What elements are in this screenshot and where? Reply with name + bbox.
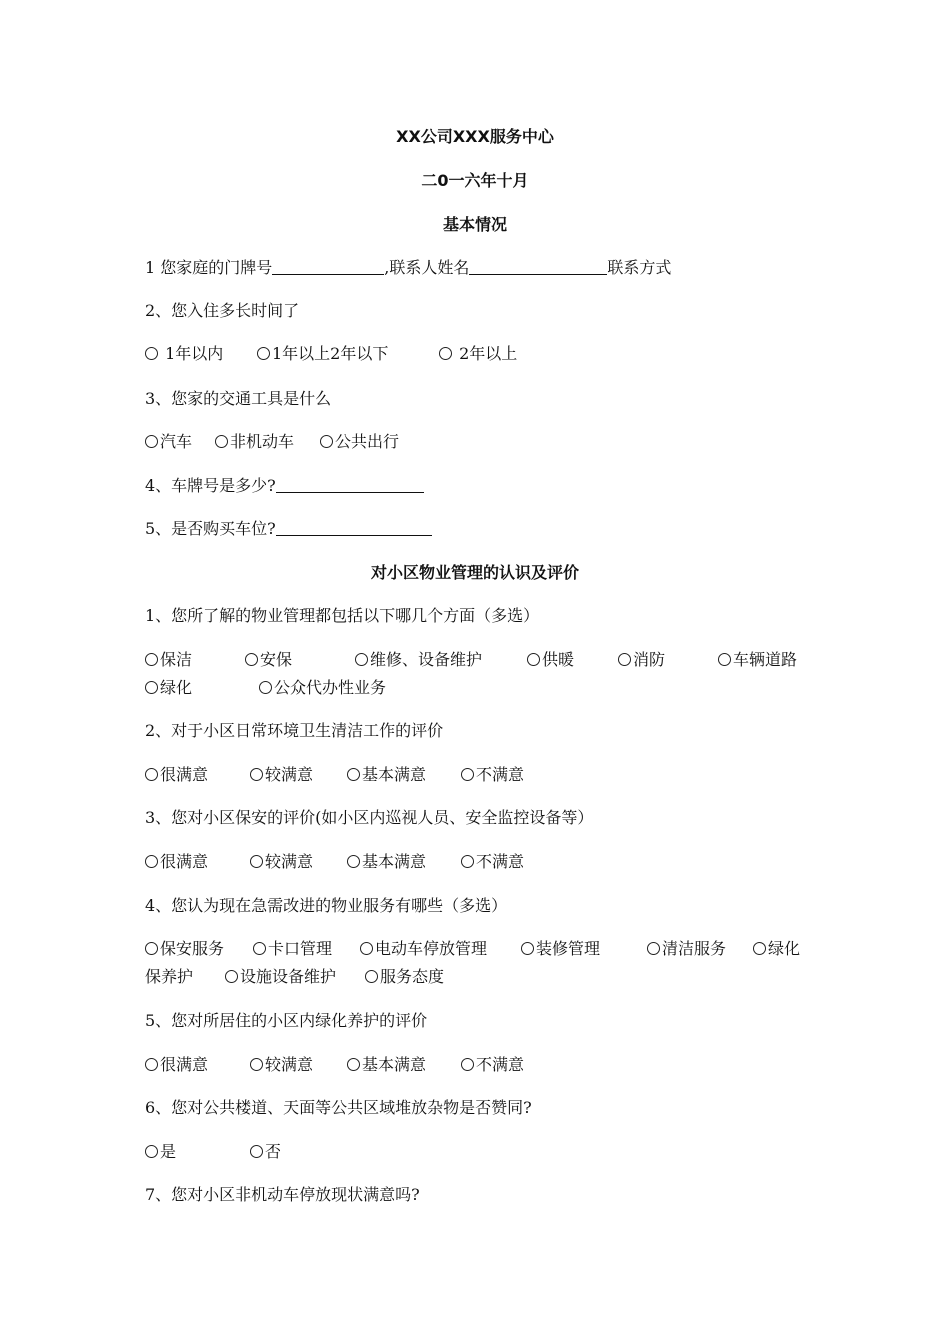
radio-circle-icon <box>215 435 228 448</box>
radio-circle-icon <box>618 653 631 666</box>
question-management-scope: 1、您所了解的物业管理都包括以下哪几个方面（多选） <box>145 606 540 625</box>
checkbox-option[interactable]: 绿化 <box>753 938 800 960</box>
radio-circle-icon <box>245 653 258 666</box>
options-public-clutter <box>145 1141 835 1163</box>
radio-circle-icon <box>718 653 731 666</box>
checkbox-option[interactable]: 卡口管理 <box>253 938 332 960</box>
section-title-evaluation: 对小区物业管理的认识及评价 <box>370 563 579 582</box>
options-cleaning <box>145 764 835 786</box>
radio-option[interactable]: 1年以内 <box>145 343 223 365</box>
checkbox-option[interactable]: 清洁服务 <box>647 938 726 960</box>
radio-option[interactable]: 基本满意 <box>347 764 426 786</box>
radio-option[interactable]: 较满意 <box>250 1054 313 1076</box>
radio-circle-icon <box>225 970 238 983</box>
radio-circle-icon <box>250 855 263 868</box>
options-security <box>145 851 835 873</box>
options-greening <box>145 1054 835 1076</box>
radio-circle-icon <box>145 1058 158 1071</box>
radio-circle-icon <box>347 855 360 868</box>
question-transport: 3、您家的交通工具是什么 <box>145 389 332 408</box>
radio-option[interactable]: 不满意 <box>461 764 524 786</box>
radio-option[interactable]: 很满意 <box>145 764 208 786</box>
radio-option[interactable]: 基本满意 <box>347 851 426 873</box>
radio-circle-icon <box>461 855 474 868</box>
radio-option[interactable]: 1年以上2年以下 <box>257 343 388 365</box>
radio-circle-icon <box>521 942 534 955</box>
date-title: 二0一六年十月 <box>421 171 529 190</box>
checkbox-option[interactable]: 电动车停放管理 <box>360 938 487 960</box>
radio-option[interactable]: 基本满意 <box>347 1054 426 1076</box>
door-number-field[interactable] <box>272 258 384 275</box>
radio-circle-icon <box>360 942 373 955</box>
radio-circle-icon <box>439 347 452 360</box>
radio-circle-icon <box>753 942 766 955</box>
question-residence-duration: 2、您入住多长时间了 <box>145 301 300 320</box>
radio-circle-icon <box>145 855 158 868</box>
checkbox-option[interactable]: 公众代办性业务 <box>259 677 386 699</box>
radio-circle-icon <box>145 347 158 360</box>
radio-option[interactable]: 很满意 <box>145 1054 208 1076</box>
radio-circle-icon <box>145 653 158 666</box>
radio-circle-icon <box>145 768 158 781</box>
radio-circle-icon <box>250 1145 263 1158</box>
checkbox-option[interactable]: 设施设备维护 <box>225 966 336 988</box>
options-management-scope-cont <box>145 677 835 699</box>
question-improvements: 4、您认为现在急需改进的物业服务有哪些（多选） <box>145 896 508 915</box>
checkbox-option[interactable]: 服务态度 <box>365 966 444 988</box>
question-cleaning: 2、对于小区日常环境卫生清洁工作的评价 <box>145 721 444 740</box>
question-household-mid: ,联系人姓名 <box>384 258 470 277</box>
company-title: XX公司XXX服务中心 <box>396 127 554 146</box>
radio-option[interactable]: 不满意 <box>461 1054 524 1076</box>
radio-option[interactable]: 较满意 <box>250 851 313 873</box>
radio-circle-icon <box>250 768 263 781</box>
question-parking-space: 5、是否购买车位? <box>145 518 830 540</box>
checkbox-option[interactable]: 供暖 <box>527 649 574 671</box>
radio-option[interactable]: 很满意 <box>145 851 208 873</box>
checkbox-option[interactable]: 保洁 <box>145 649 192 671</box>
radio-circle-icon <box>257 347 270 360</box>
question-greening: 5、您对所居住的小区内绿化养护的评价 <box>145 1011 428 1030</box>
checkbox-option[interactable]: 保安服务 <box>145 938 224 960</box>
radio-option[interactable]: 公共出行 <box>320 431 399 453</box>
radio-circle-icon <box>320 435 333 448</box>
question-household-prefix: 1 您家庭的门牌号 <box>145 258 273 277</box>
radio-option[interactable]: 汽车 <box>145 431 192 453</box>
options-improvements-cont <box>145 966 835 988</box>
options-improvements <box>145 938 835 960</box>
checkbox-option[interactable]: 装修管理 <box>521 938 600 960</box>
radio-circle-icon <box>259 681 272 694</box>
radio-option[interactable]: 非机动车 <box>215 431 294 453</box>
radio-circle-icon <box>347 1058 360 1071</box>
radio-circle-icon <box>347 768 360 781</box>
question-household <box>145 257 830 279</box>
radio-circle-icon <box>250 1058 263 1071</box>
radio-circle-icon <box>145 1145 158 1158</box>
radio-option[interactable]: 是 <box>145 1141 176 1163</box>
plate-number-field[interactable] <box>276 476 424 493</box>
radio-circle-icon <box>527 653 540 666</box>
checkbox-option[interactable]: 消防 <box>618 649 665 671</box>
radio-circle-icon <box>145 942 158 955</box>
contact-name-field[interactable] <box>469 258 607 275</box>
radio-option[interactable]: 2年以上 <box>439 343 517 365</box>
checkbox-option[interactable]: 车辆道路 <box>718 649 797 671</box>
question-public-clutter: 6、您对公共楼道、天面等公共区域堆放杂物是否赞同? <box>145 1098 532 1117</box>
checkbox-option[interactable]: 安保 <box>245 649 292 671</box>
radio-circle-icon <box>253 942 266 955</box>
radio-circle-icon <box>365 970 378 983</box>
radio-option[interactable]: 较满意 <box>250 764 313 786</box>
radio-circle-icon <box>647 942 660 955</box>
radio-circle-icon <box>145 435 158 448</box>
radio-circle-icon <box>461 768 474 781</box>
options-transport <box>145 431 835 453</box>
options-residence-duration <box>145 343 835 365</box>
question-household-suffix: 联系方式 <box>607 258 672 277</box>
checkbox-option[interactable]: 绿化 <box>145 677 192 699</box>
radio-circle-icon <box>355 653 368 666</box>
question-security: 3、您对小区保安的评价(如小区内巡视人员、安全监控设备等） <box>145 808 594 827</box>
checkbox-option[interactable]: 维修、设备维护 <box>355 649 482 671</box>
parking-space-field[interactable] <box>276 519 432 536</box>
radio-option[interactable]: 否 <box>250 1141 281 1163</box>
question-bike-parking: 7、您对小区非机动车停放现状满意吗? <box>145 1185 420 1204</box>
radio-option[interactable]: 不满意 <box>461 851 524 873</box>
section-title-basic: 基本情况 <box>442 215 507 234</box>
question-plate-number: 4、车牌号是多少? <box>145 475 830 497</box>
options-management-scope <box>145 649 835 671</box>
radio-circle-icon <box>461 1058 474 1071</box>
radio-circle-icon <box>145 681 158 694</box>
checkbox-option-label: 保养护 <box>145 967 194 986</box>
